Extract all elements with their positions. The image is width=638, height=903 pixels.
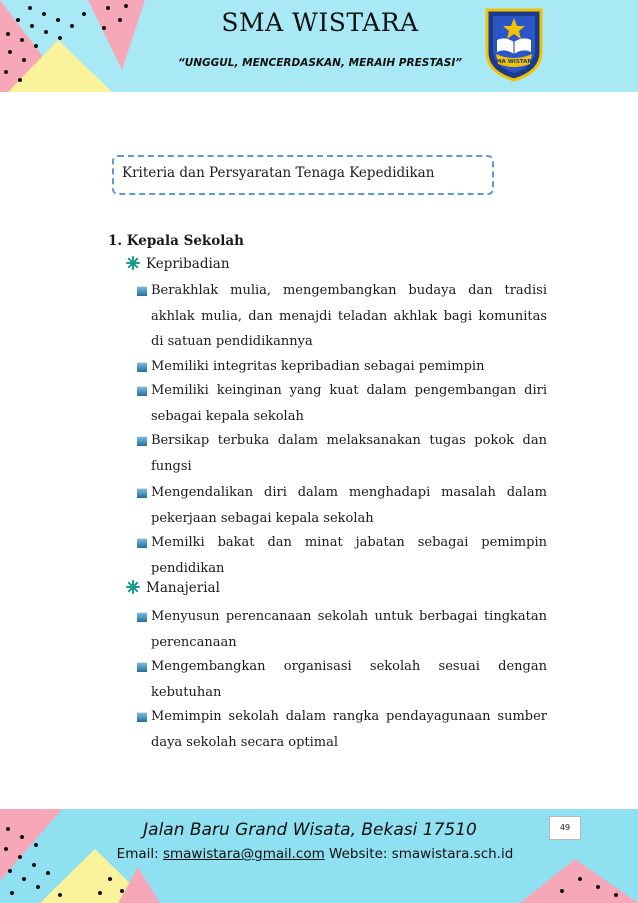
logo-text: SMA WISTARA	[492, 59, 536, 65]
page-number: 49	[549, 816, 581, 840]
category-label: Kepribadian	[146, 256, 230, 272]
school-address: Jalan Baru Grand Wisata, Bekasi 17510	[143, 820, 477, 840]
square-bullet-icon	[137, 386, 147, 396]
list-item: Mengendalikan diri dalam menghadapi masalah dalam pekerjaan sebagai kepala sekolah	[137, 480, 547, 531]
square-bullet-icon	[137, 612, 147, 622]
category-kepribadian	[126, 256, 230, 272]
contact-line: Email: smawistara@gmail.com Website: smawistara.sch.id	[116, 846, 514, 862]
school-motto: “UNGGUL, MENCERDASKAN, MERAIH PRESTASI”	[177, 57, 463, 69]
list-item: Memimpin sekolah dalam rangka pendayagunaan sumber daya sekolah secara optimal	[137, 704, 547, 755]
square-bullet-icon	[137, 488, 147, 498]
category-manajerial	[126, 580, 220, 596]
list-item: Bersikap terbuka dalam melaksanakan tugas pokok dan fungsi	[137, 428, 547, 479]
website-text: Website: smawistara.sch.id	[324, 846, 514, 862]
square-bullet-icon	[137, 436, 147, 446]
square-bullet-icon	[137, 362, 147, 372]
list-item: Mengembangkan organisasi sekolah sesuai dengan kebutuhan	[137, 654, 547, 705]
square-bullet-icon	[137, 538, 147, 548]
list-item: Memilki bakat dan minat jabatan sebagai pemimpin pendidikan	[137, 530, 547, 581]
star-bullet-icon	[126, 580, 140, 594]
square-bullet-icon	[137, 712, 147, 722]
list-item: Menyusun perencanaan sekolah untuk berbagai tingkatan perencanaan	[137, 604, 547, 655]
square-bullet-icon	[137, 662, 147, 672]
list-item: Memiliki integritas kepribadian sebagai pemimpin	[137, 354, 547, 380]
school-name: SMA WISTARA	[221, 8, 419, 37]
square-bullet-icon	[137, 286, 147, 296]
star-bullet-icon	[126, 256, 140, 270]
heading-kepala-sekolah: 1. Kepala Sekolah	[108, 233, 244, 249]
list-item: Memiliki keinginan yang kuat dalam pengembangan diri sebagai kepala sekolah	[137, 378, 547, 429]
list-item: Berakhlak mulia, mengembangkan budaya dan tradisi akhlak mulia, dan menajdi teladan akhlak bagi komunitas di satuan pendidikannya	[137, 278, 547, 355]
category-label: Manajerial	[146, 580, 220, 596]
email-link[interactable]: smawistara@gmail.com	[162, 846, 325, 862]
section-title: Kriteria dan Persyaratan Tenaga Kepedidikan	[122, 165, 435, 181]
